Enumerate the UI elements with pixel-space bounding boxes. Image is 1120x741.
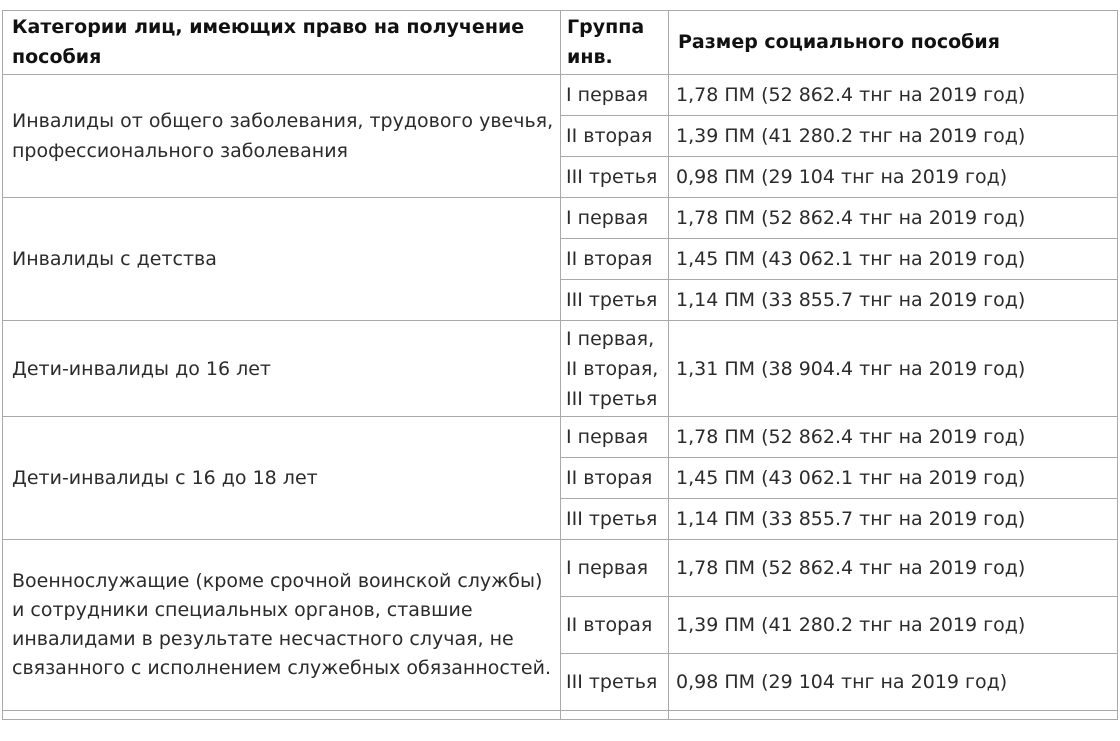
header-amount: Размер социального пособия bbox=[669, 11, 1118, 75]
amount-cell: 1,31 ПМ (38 904.4 тнг на 2019 год) bbox=[669, 321, 1118, 417]
category-cell: Инвалиды с детства bbox=[3, 198, 561, 321]
category-cell: Дети-инвалиды до 16 лет bbox=[3, 321, 561, 417]
table-row bbox=[3, 417, 1118, 458]
table-row bbox=[3, 75, 1118, 116]
group-cell: I первая bbox=[561, 198, 669, 239]
group-cell: III третья bbox=[561, 499, 669, 540]
group-cell: III третья bbox=[561, 654, 669, 711]
amount-cell: 1,78 ПМ (52 862.4 тнг на 2019 год) bbox=[669, 198, 1118, 239]
category-cell: Дети-инвалиды с 16 до 18 лет bbox=[3, 417, 561, 540]
group-cell bbox=[561, 321, 669, 417]
group-cell: II вторая bbox=[561, 458, 669, 499]
group-cell: III третья bbox=[561, 157, 669, 198]
table-row-cutoff bbox=[3, 711, 1118, 720]
cut-off-text-above bbox=[0, 0, 1120, 10]
category-cell: Инвалиды от общего заболевания, трудового увечья, профессионального заболевания bbox=[3, 75, 561, 198]
table-header-row bbox=[3, 11, 1118, 75]
group-cell: III третья bbox=[561, 280, 669, 321]
empty-cell bbox=[669, 711, 1118, 720]
group-cell: I первая bbox=[561, 540, 669, 597]
amount-cell: 0,98 ПМ (29 104 тнг на 2019 год) bbox=[669, 157, 1118, 198]
group-cell: I первая bbox=[561, 417, 669, 458]
table-row bbox=[3, 321, 1118, 417]
header-group: Группа инв. bbox=[561, 11, 669, 75]
header-category: Категории лиц, имеющих право на получение пособия bbox=[3, 11, 561, 75]
table-row bbox=[3, 198, 1118, 239]
amount-cell: 1,78 ПМ (52 862.4 тнг на 2019 год) bbox=[669, 540, 1118, 597]
social-benefits-table bbox=[2, 10, 1118, 720]
group-cell: II вторая bbox=[561, 239, 669, 280]
empty-cell bbox=[3, 711, 561, 720]
amount-cell: 1,39 ПМ (41 280.2 тнг на 2019 год) bbox=[669, 116, 1118, 157]
group-line: II вторая, bbox=[566, 357, 659, 380]
amount-cell: 1,14 ПМ (33 855.7 тнг на 2019 год) bbox=[669, 499, 1118, 540]
amount-cell: 0,98 ПМ (29 104 тнг на 2019 год) bbox=[669, 654, 1118, 711]
group-cell: II вторая bbox=[561, 597, 669, 654]
amount-cell: 1,45 ПМ (43 062.1 тнг на 2019 год) bbox=[669, 239, 1118, 280]
amount-cell: 1,14 ПМ (33 855.7 тнг на 2019 год) bbox=[669, 280, 1118, 321]
group-line: I первая, bbox=[566, 327, 655, 350]
amount-cell: 1,78 ПМ (52 862.4 тнг на 2019 год) bbox=[669, 417, 1118, 458]
category-cell: Военнослужащие (кроме срочной воинской службы) и сотрудники специальных органов, ставшие инвалидами в результате несчастного случая, не связанного с исполнением служебных обязанностей. bbox=[3, 540, 561, 711]
group-cell: I первая bbox=[561, 75, 669, 116]
amount-cell: 1,45 ПМ (43 062.1 тнг на 2019 год) bbox=[669, 458, 1118, 499]
table-row bbox=[3, 540, 1118, 597]
group-cell: II вторая bbox=[561, 116, 669, 157]
group-line: III третья bbox=[566, 387, 658, 410]
amount-cell: 1,78 ПМ (52 862.4 тнг на 2019 год) bbox=[669, 75, 1118, 116]
empty-cell bbox=[561, 711, 669, 720]
amount-cell: 1,39 ПМ (41 280.2 тнг на 2019 год) bbox=[669, 597, 1118, 654]
